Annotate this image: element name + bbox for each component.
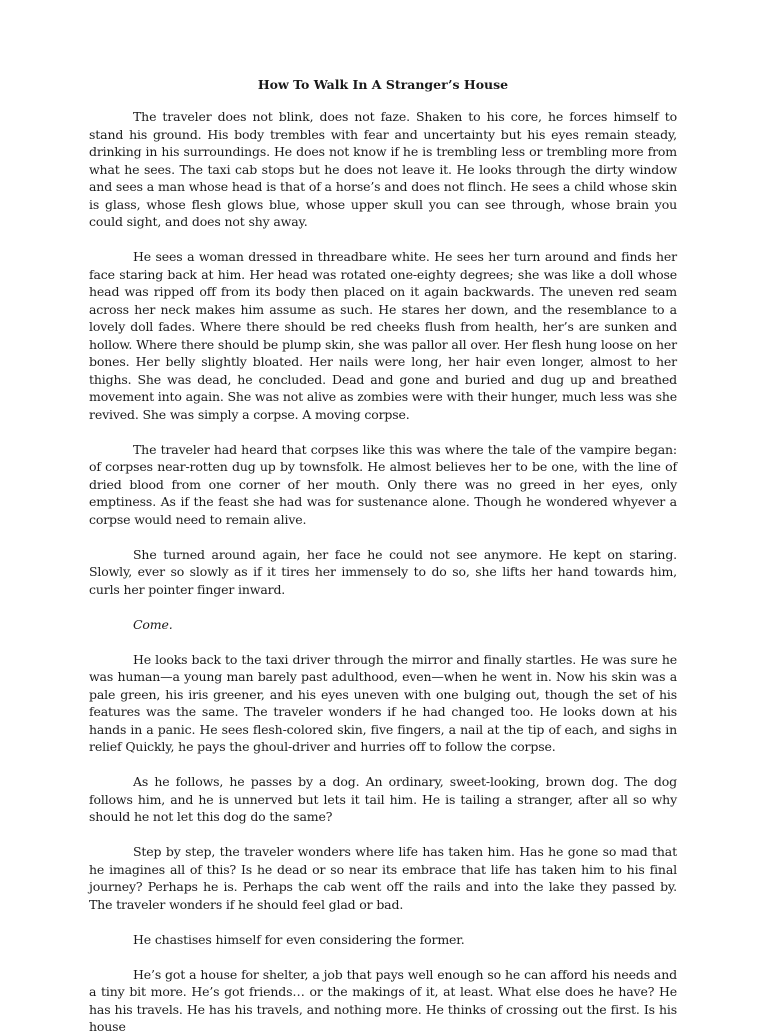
document-title: How To Walk In A Stranger’s House: [257, 77, 509, 92]
paragraph-7: As he follows, he passes by a dog. An ordinary, sweet-looking, brown dog. The dog follows him, and he is unnerved but lets it tail him. He is tailing a stranger, after all so why should he not let this dog do the same?: [89, 774, 677, 824]
paragraph-6: He looks back to the taxi driver through the mirror and finally startles. He was sure he was human—a young man barely past adulthood, even—when he went in. Now his skin was a pale green, his iris greener, and his eyes uneven with one bulging out, though the set of his features was the same. The traveler wonders if he had changed too. He looks down at his hands in a panic. He sees flesh-colored skin, five fingers, a nail at the tip of each, and sighs in relief Quickly, he pays the ghoul-driver and hurries off to follow the corpse.: [89, 651, 677, 754]
paragraph-8: Step by step, the traveler wonders where life has taken him. Has he gone so mad that he imagines all of this? Is he dead or so near its embrace that life has taken him to his final journey? Perhaps he is. Perhaps the cab went off the rails and into the lake they passed by. The traveler wonders if he should feel glad or bad.: [89, 844, 677, 912]
paragraph-1: The traveler does not blink, does not faze. Shaken to his core, he forces himself to stand his ground. His body trembles with fear and uncertainty but his eyes remain steady, drinking in his surroundings. He does not know if he is trembling less or trembling more from what he sees. The taxi cab stops but he does not leave it. He looks through the dirty window and sees a man whose head is that of a horse’s and does not flinch. He sees a child whose skin is glass, whose flesh glows blue, whose upper skull you can see through, whose brain you could sight, and does not shy away.: [89, 109, 677, 229]
paragraph-4: She turned around again, her face he could not see anymore. He kept on staring. Slowly, ever so slowly as if it tires her immensely to do so, she lifts her hand towards him, curls her pointer finger inward.: [89, 546, 677, 597]
paragraph-9: He chastises himself for even considering the former.: [133, 931, 465, 947]
document-page: [89, 76, 677, 1036]
paragraph-10: He’s got a house for shelter, a job that pays well enough so he can afford his needs and a tiny bit more. He’s got friends… or the makings of it, at least. What else does he have? He has his travels. He has his travels, and nothing more. He thinks of crossing out the first. Is his house: [89, 966, 677, 1034]
paragraph-3: The traveler had heard that corpses like this was where the tale of the vampire began: of corpses near-rotten dug up by townsfolk. He almost believes her to be one, with the line of dried blood from one corner of her mouth. Only there was no greed in her eyes, only emptiness. As if the feast she had was for sustenance alone. Though he wondered whyever a corpse would need to remain alive.: [89, 441, 677, 527]
paragraph-2: He sees a woman dressed in threadbare white. He sees her turn around and finds her face staring back at him. Her head was rotated one-eighty degrees; she was like a doll whose head was ripped off from its body then placed on it again backwards. The uneven red seam across her neck makes him assume as such. He stares her down, and the resemblance to a lovely doll fades. Where there should be red cheeks flush from health, her’s are sunken and hollow. Where there should be plump skin, she was pallor all over. Her flesh hung loose on her bones. Her belly slightly bloated. Her nails were long, her hair even longer, almost to her thighs. She was dead, he concluded. Dead and gone and buried and dug up and breathed movement into again. She was not alive as zombies were with their hunger, much less was she revived. She was simply a corpse. A moving corpse.: [89, 249, 677, 422]
paragraph-come: Come.: [133, 616, 173, 632]
